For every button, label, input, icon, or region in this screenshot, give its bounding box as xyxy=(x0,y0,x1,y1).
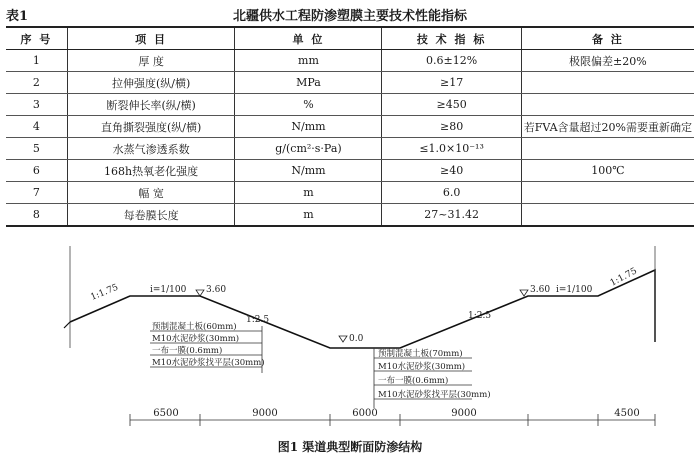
cell-index: 1 xyxy=(6,50,67,72)
dimension-1: 6500 xyxy=(153,408,179,419)
table-header-row xyxy=(6,27,694,50)
cell-note xyxy=(521,72,694,94)
right-layer-2: M10水泥砂浆(30mm) xyxy=(378,362,466,372)
cell-note: 若FVA含量超过20%需要重新确定 xyxy=(521,116,694,138)
cell-spec: 0.6±12% xyxy=(382,50,521,72)
table-row xyxy=(6,204,694,227)
cell-unit: MPa xyxy=(235,72,382,94)
table-label: 表1 xyxy=(6,9,29,24)
right-layer-1: 预制混凝土板(70mm) xyxy=(378,349,463,359)
cell-note xyxy=(521,204,694,227)
figure-caption: 图1 渠道典型断面防渗结构 xyxy=(277,440,423,454)
table-row xyxy=(6,182,694,204)
cell-index: 3 xyxy=(6,94,67,116)
dimension-3: 6000 xyxy=(352,408,378,419)
inner-slope-right-label: 1:2.5 xyxy=(468,311,492,321)
left-layer-1: 预制混凝土板(60mm) xyxy=(152,322,237,332)
table-row xyxy=(6,160,694,182)
canal-cross-section-diagram xyxy=(0,238,700,436)
header-cell-index: 序 号 xyxy=(6,27,67,50)
cell-unit: g/(cm²·s·Pa) xyxy=(235,138,382,160)
dimension-4: 9000 xyxy=(451,408,477,419)
cell-item: 168h热氧老化强度 xyxy=(67,160,235,182)
table-row xyxy=(6,72,694,94)
elevation-bottom-label: 0.0 xyxy=(349,334,364,344)
outer-slope-left-label: 1:1.75 xyxy=(89,282,120,303)
cell-item: 直角撕裂强度(纵/横) xyxy=(67,116,235,138)
table-row xyxy=(6,94,694,116)
cell-unit: N/mm xyxy=(235,116,382,138)
cell-spec: ≤1.0×10⁻¹³ xyxy=(382,138,521,160)
cell-note: 极限偏差±20% xyxy=(521,50,694,72)
cell-item: 水蒸气渗透系数 xyxy=(67,138,235,160)
cell-note xyxy=(521,182,694,204)
cell-item: 幅 宽 xyxy=(67,182,235,204)
cell-index: 8 xyxy=(6,204,67,227)
cell-spec: 27~31.42 xyxy=(382,204,521,227)
grade-left-label: i=1/100 xyxy=(150,285,187,295)
spec-table xyxy=(6,26,694,227)
header-cell-item: 项 目 xyxy=(67,27,235,50)
cell-unit: m xyxy=(235,204,382,227)
table-row xyxy=(6,138,694,160)
right-layer-3: 一布一膜(0.6mm) xyxy=(378,376,449,386)
header-cell-note: 备 注 xyxy=(521,27,694,50)
cell-unit: % xyxy=(235,94,382,116)
cell-item: 厚 度 xyxy=(67,50,235,72)
cell-index: 4 xyxy=(6,116,67,138)
header-cell-spec: 技 术 指 标 xyxy=(382,27,521,50)
cell-note: 100℃ xyxy=(521,160,694,182)
cell-spec: ≥17 xyxy=(382,72,521,94)
cell-spec: ≥450 xyxy=(382,94,521,116)
left-toe-mark xyxy=(64,322,70,328)
dimension-line xyxy=(130,414,655,426)
inner-slope-left-label: 1:2.5 xyxy=(246,315,270,325)
elevation-bottom-marker xyxy=(339,336,347,342)
cell-unit: mm xyxy=(235,50,382,72)
cell-spec: ≥80 xyxy=(382,116,521,138)
table-header xyxy=(6,2,694,26)
table-title: 北疆供水工程防渗塑膜主要技术性能指标 xyxy=(232,9,467,24)
cell-index: 2 xyxy=(6,72,67,94)
left-layer-4: M10水泥砂浆找平层(30mm) xyxy=(152,358,265,368)
cell-note xyxy=(521,138,694,160)
dimension-2: 9000 xyxy=(252,408,278,419)
elevation-right-marker xyxy=(520,290,528,296)
grade-right-label: i=1/100 xyxy=(556,285,593,295)
cell-item: 断裂伸长率(纵/横) xyxy=(67,94,235,116)
elevation-left-marker xyxy=(196,290,204,296)
elevation-right-label: 3.60 xyxy=(530,285,551,295)
cell-unit: N/mm xyxy=(235,160,382,182)
cell-item: 每卷膜长度 xyxy=(67,204,235,227)
left-layer-3: 一布一膜(0.6mm) xyxy=(152,346,223,356)
elevation-left-label: 3.60 xyxy=(206,285,227,295)
left-layer-2: M10水泥砂浆(30mm) xyxy=(152,334,240,344)
cell-spec: 6.0 xyxy=(382,182,521,204)
header-cell-unit: 单 位 xyxy=(235,27,382,50)
cell-index: 6 xyxy=(6,160,67,182)
cell-note xyxy=(521,94,694,116)
cell-index: 7 xyxy=(6,182,67,204)
table-row xyxy=(6,50,694,72)
cell-unit: m xyxy=(235,182,382,204)
cell-index: 5 xyxy=(6,138,67,160)
cell-item: 拉伸强度(纵/横) xyxy=(67,72,235,94)
table-row xyxy=(6,116,694,138)
outer-slope-right-label: 1:1.75 xyxy=(608,266,639,289)
cell-spec: ≥40 xyxy=(382,160,521,182)
dimension-5: 4500 xyxy=(614,408,640,419)
right-layer-4: M10水泥砂浆找平层(30mm) xyxy=(378,390,491,400)
